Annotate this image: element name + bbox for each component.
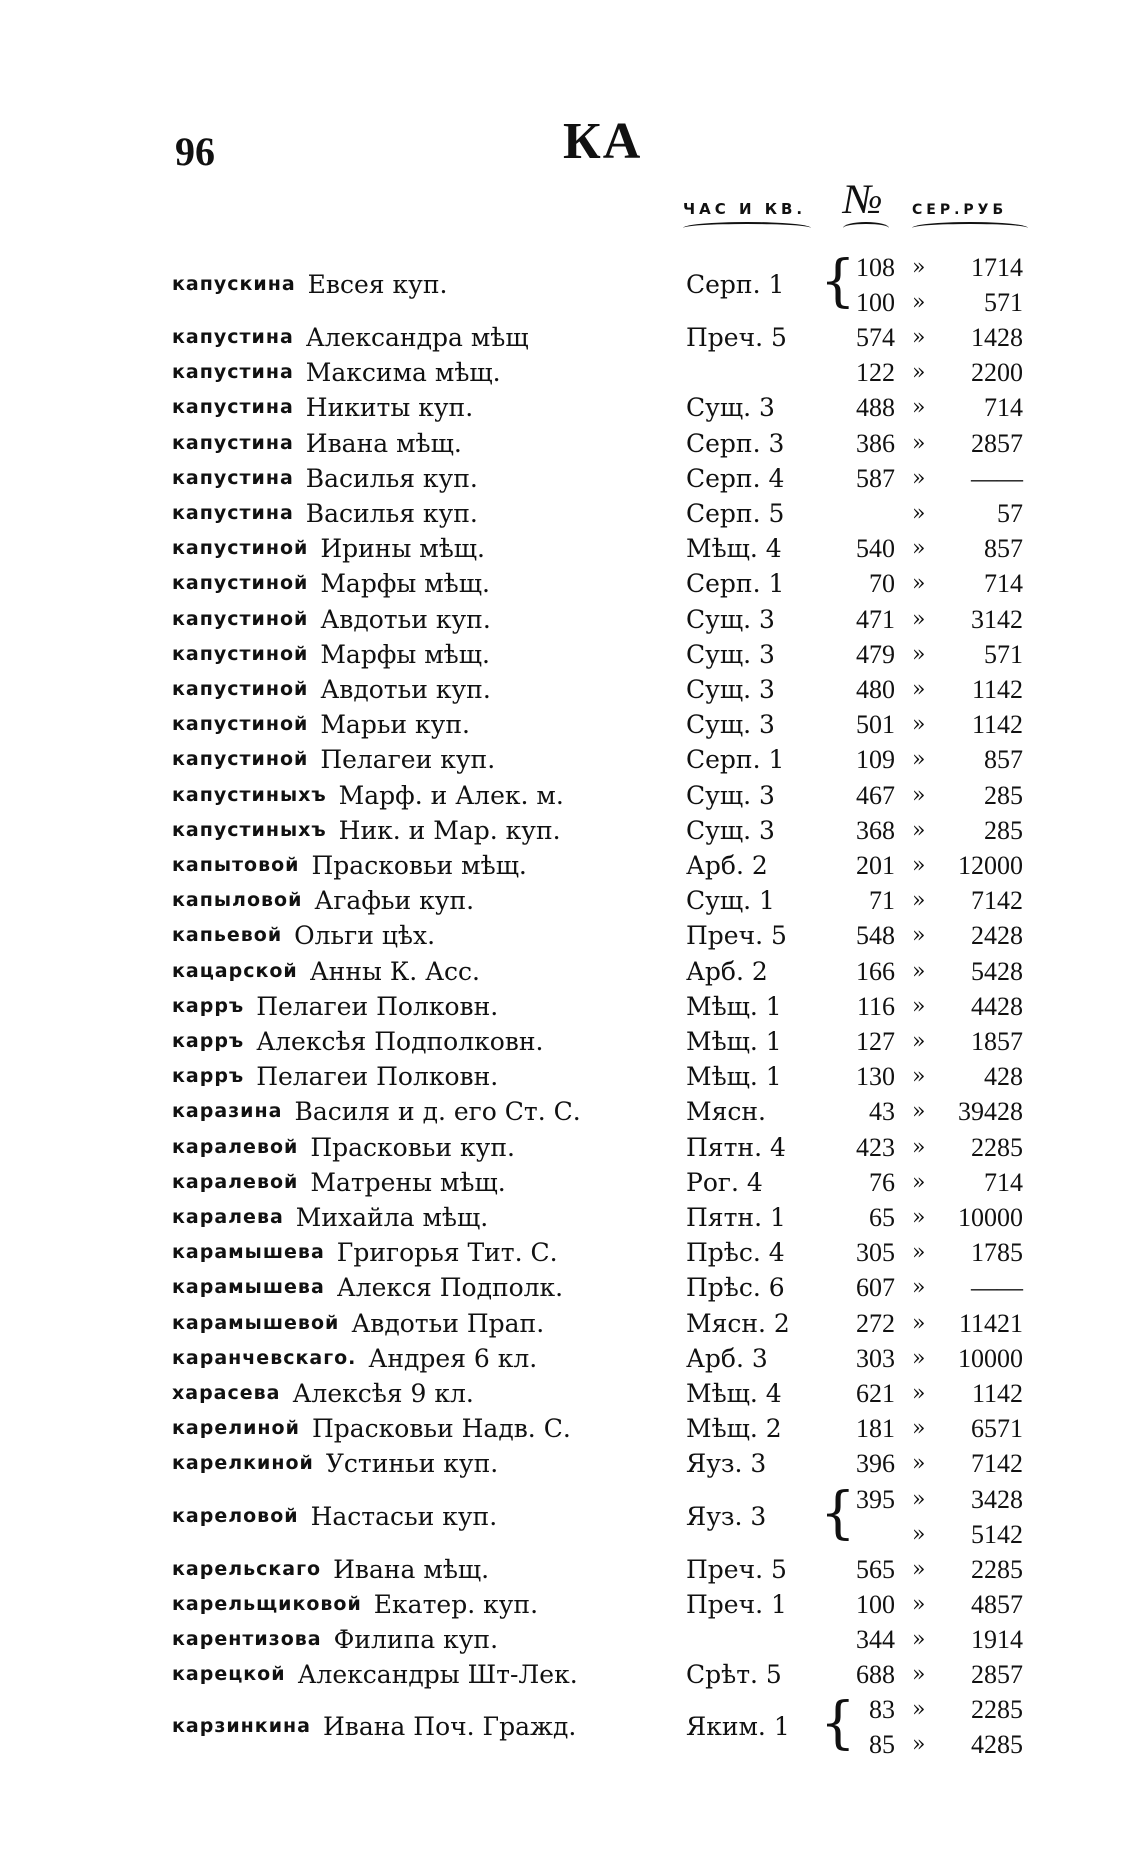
entry-given-name: Прасковьи куп. — [310, 1132, 515, 1162]
entry-house-number: 116 — [856, 991, 895, 1021]
entry-city-part: Яуз. 3 — [686, 1449, 767, 1479]
entry-house-number: 71 — [869, 886, 895, 916]
entry-value-rubles: 285 — [984, 815, 1023, 845]
list-item — [0, 1482, 1140, 1552]
entry-separator: » — [912, 1169, 926, 1195]
entry-value-rubles: 1142 — [971, 1379, 1023, 1408]
entry-separator: » — [912, 1029, 926, 1054]
entry-given-name: Ивана мѣщ. — [333, 1554, 490, 1584]
entry-house-number: 587 — [856, 463, 895, 493]
entry-separator: » — [912, 571, 926, 597]
column-header-part: ЧАС И КВ. — [683, 200, 807, 218]
entry-separator: » — [912, 1486, 926, 1512]
entry-separator: » — [912, 747, 926, 773]
entry-surname: капустиной — [172, 537, 309, 560]
entry-house-number: 386 — [856, 428, 895, 458]
entry-value-rubles: 285 — [984, 780, 1023, 810]
entry-separator: » — [912, 1275, 926, 1301]
entry-house-number: 344 — [856, 1625, 895, 1654]
entry-value-rubles: 7142 — [971, 1449, 1023, 1479]
list-item — [0, 1657, 1140, 1692]
entry-given-name: Марфы мѣщ. — [320, 639, 490, 669]
list-item — [0, 1376, 1140, 1411]
entry-city-part: Серп. 5 — [686, 499, 785, 528]
list-item — [0, 848, 1140, 883]
entry-value-rubles: 3142 — [971, 604, 1023, 634]
entry-city-part: Преч. 5 — [686, 921, 787, 951]
entry-given-name: Александры Шт-Лек. — [297, 1660, 578, 1690]
entry-surname: кареловой — [172, 1504, 299, 1527]
entry-separator: » — [912, 923, 926, 949]
entry-surname: харасева — [172, 1382, 281, 1404]
entry-city-part: Серп. 1 — [686, 569, 785, 599]
list-item — [0, 531, 1140, 566]
entry-surname: капустина — [172, 466, 294, 489]
entry-separator: » — [912, 1134, 926, 1160]
entry-surname: карельскаго — [172, 1557, 322, 1580]
entry-house-number: 548 — [856, 921, 895, 951]
entry-separator: » — [912, 641, 926, 667]
entry-separator: » — [912, 1627, 926, 1652]
entry-value-rubles: 4428 — [971, 991, 1023, 1021]
entry-separator: » — [912, 465, 926, 491]
entry-given-name: Прасковьи Надв. С. — [311, 1414, 571, 1444]
entry-city-part: Сущ. 1 — [686, 886, 775, 916]
entry-surname: капустина — [172, 361, 294, 384]
brace-icon: { — [820, 249, 856, 314]
entry-city-part: Пятн. 1 — [686, 1203, 786, 1232]
entry-given-name: Матрены мѣщ. — [310, 1167, 506, 1197]
entry-city-part: Преч. 1 — [686, 1589, 787, 1619]
entry-house-number: 501 — [856, 710, 895, 740]
list-item — [0, 1587, 1140, 1622]
entry-city-part: Серп. 1 — [686, 745, 785, 775]
list-item — [0, 742, 1140, 777]
entry-surname: капытовой — [172, 854, 300, 876]
list-item — [0, 637, 1140, 672]
entry-value-rubles: 2200 — [971, 358, 1023, 388]
entry-given-name: Алекся Подполк. — [336, 1273, 564, 1303]
entry-surname: капустина — [172, 431, 294, 454]
entry-value-rubles: —— — [971, 463, 1023, 493]
entry-surname: капустина — [172, 396, 294, 419]
entry-house-number: 565 — [856, 1554, 895, 1584]
list-item — [0, 989, 1140, 1024]
entry-separator: » — [912, 888, 926, 914]
entry-given-name: Михайла мѣщ. — [295, 1203, 489, 1232]
entry-value-rubles: 11421 — [958, 1308, 1023, 1338]
entry-given-name: Устиньи куп. — [325, 1449, 499, 1479]
entry-surname: карамышева — [172, 1241, 325, 1264]
entry-house-number: 108 — [856, 253, 895, 282]
entry-separator: » — [912, 1591, 926, 1617]
column-brace — [843, 222, 889, 234]
entry-given-name: Никиты куп. — [305, 393, 474, 423]
list-item — [0, 1552, 1140, 1587]
entry-surname: карелкиной — [172, 1452, 314, 1475]
entry-given-name: Марф. и Алек. м. — [338, 780, 564, 810]
entry-value-rubles: 1914 — [971, 1625, 1023, 1654]
entry-given-name: Александра мѣщ — [305, 323, 529, 352]
entry-surname: кацарской — [172, 959, 298, 982]
entry-value-rubles: 7142 — [971, 886, 1023, 916]
entry-surname: карръ — [172, 994, 245, 1017]
entry-given-name: Авдотьи куп. — [320, 675, 491, 704]
entry-city-part: Мѣщ. 4 — [686, 1379, 782, 1408]
entry-surname: каралева — [172, 1206, 284, 1228]
entry-given-name: Агафьи куп. — [314, 886, 475, 916]
entry-given-name: Авдотьи куп. — [320, 604, 491, 634]
list-item — [0, 355, 1140, 390]
entry-separator: » — [912, 255, 926, 280]
entry-surname: капустиныхъ — [172, 783, 327, 806]
entry-surname: капускина — [172, 273, 296, 295]
entry-surname: капустиныхъ — [172, 818, 327, 841]
list-item — [0, 918, 1140, 953]
entry-city-part: Мѣщ. 2 — [686, 1414, 782, 1444]
entry-separator: » — [912, 395, 926, 421]
entry-surname: капустиной — [172, 572, 309, 595]
entry-house-number: 480 — [856, 675, 895, 704]
entry-house-number: 201 — [856, 851, 895, 880]
list-item — [0, 1411, 1140, 1446]
list-item — [0, 883, 1140, 918]
list-item — [0, 602, 1140, 637]
list-item — [0, 496, 1140, 531]
entry-separator: » — [912, 1556, 926, 1582]
entry-surname: карзинкина — [172, 1715, 311, 1738]
entry-given-name: Ивана Поч. Гражд. — [322, 1712, 577, 1742]
entry-value-rubles: 857 — [984, 745, 1023, 775]
entry-house-number: 127 — [856, 1027, 895, 1056]
entry-value-rubles: 571 — [984, 288, 1023, 317]
list-item — [0, 1235, 1140, 1270]
entry-separator: » — [912, 1381, 926, 1406]
entry-city-part: Сущ. 3 — [686, 780, 775, 810]
entry-city-part: Рог. 4 — [686, 1167, 763, 1197]
entry-city-part: Серп. 4 — [686, 463, 785, 493]
entry-house-number: 109 — [856, 745, 895, 775]
list-item — [0, 1024, 1140, 1059]
entry-city-part: Серп. 3 — [686, 428, 785, 458]
entry-surname: капустина — [172, 326, 294, 348]
entry-separator: » — [912, 853, 926, 878]
entry-city-part: Яуз. 3 — [686, 1501, 767, 1531]
entry-given-name: Марьи куп. — [320, 710, 470, 740]
entry-given-name: Ник. и Мар. куп. — [338, 815, 561, 845]
entry-value-rubles: 428 — [984, 1062, 1023, 1092]
entry-value-rubles: 1142 — [971, 710, 1023, 740]
entry-house-number: 83 — [869, 1695, 895, 1725]
entry-separator: » — [912, 782, 926, 808]
entry-house-number: 621 — [856, 1379, 895, 1408]
entry-surname: капустиной — [172, 748, 309, 771]
entry-surname: карелиной — [172, 1417, 300, 1440]
entry-value-rubles: 2428 — [971, 921, 1023, 951]
list-item — [0, 954, 1140, 989]
entry-surname: карамышева — [172, 1276, 325, 1299]
entry-value-rubles: 714 — [984, 393, 1023, 423]
entry-surname: каранчевскаго. — [172, 1346, 357, 1369]
entry-value-rubles: 714 — [984, 569, 1023, 599]
entry-given-name: Екатер. куп. — [373, 1589, 539, 1619]
entry-house-number: 100 — [856, 288, 895, 317]
entry-given-name: Максима мѣщ. — [305, 358, 501, 388]
entry-separator: » — [912, 1521, 926, 1547]
entry-city-part: Сущ. 3 — [686, 815, 775, 845]
entry-separator: » — [912, 677, 926, 702]
entry-house-number: 396 — [856, 1449, 895, 1479]
entry-value-rubles: 4285 — [971, 1730, 1023, 1760]
list-item — [0, 707, 1140, 742]
list-item — [0, 1165, 1140, 1200]
column-headers — [0, 177, 1140, 242]
column-brace — [912, 222, 1028, 234]
list-item — [0, 1200, 1140, 1235]
entry-city-part: Преч. 5 — [686, 323, 787, 352]
entry-value-rubles: 1714 — [971, 253, 1023, 282]
entry-house-number: 488 — [856, 393, 895, 423]
entry-city-part: Мясн. — [686, 1097, 766, 1127]
entry-given-name: Настасьи куп. — [310, 1501, 498, 1531]
entry-city-part: Мѣщ. 1 — [686, 1027, 782, 1056]
entry-given-name: Василья куп. — [305, 463, 478, 493]
entry-separator: » — [912, 958, 926, 984]
list-item — [0, 1059, 1140, 1094]
entry-surname: капустиной — [172, 607, 309, 630]
entry-given-name: Анны К. Асс. — [309, 956, 480, 986]
entry-city-part: Срѣт. 5 — [686, 1660, 782, 1690]
entry-separator: » — [912, 606, 926, 632]
entry-value-rubles: 3428 — [971, 1484, 1023, 1514]
entry-value-rubles: 571 — [984, 639, 1023, 669]
entry-separator: » — [912, 536, 926, 562]
entry-given-name: Пелагеи Полковн. — [256, 1062, 499, 1092]
entry-given-name: Григорья Тит. С. — [336, 1238, 558, 1268]
entry-separator: » — [912, 1697, 926, 1723]
entry-value-rubles: 2857 — [971, 428, 1023, 458]
entry-given-name: Филипа куп. — [333, 1625, 499, 1654]
list-item — [0, 1446, 1140, 1481]
entry-given-name: Алексѣя Подполковн. — [256, 1027, 544, 1056]
entry-city-part: Мѣщ. 1 — [686, 991, 782, 1021]
entry-given-name: Пелагеи куп. — [320, 745, 496, 775]
entry-house-number: 479 — [856, 639, 895, 669]
list-item — [0, 672, 1140, 707]
list-item — [0, 1094, 1140, 1129]
brace-icon: { — [820, 1691, 856, 1757]
entry-surname: капустина — [172, 502, 294, 524]
entry-surname: карентизова — [172, 1628, 322, 1650]
list-item — [0, 813, 1140, 848]
entry-city-part: Прѣс. 6 — [686, 1273, 785, 1303]
column-header-number: № — [843, 177, 883, 223]
brace-icon: { — [820, 1480, 856, 1546]
entry-value-rubles: 10000 — [958, 1203, 1023, 1232]
entry-surname: карръ — [172, 1065, 245, 1088]
entry-city-part: Сущ. 3 — [686, 639, 775, 669]
entry-separator: » — [912, 1310, 926, 1336]
entry-house-number: 130 — [856, 1062, 895, 1092]
entry-surname: капустиной — [172, 678, 309, 700]
list-item — [0, 390, 1140, 425]
entry-surname: капьевой — [172, 924, 283, 947]
column-header-rubles: СЕР.РУБ — [912, 202, 1008, 218]
entry-city-part: Преч. 5 — [686, 1554, 787, 1584]
entry-separator: » — [912, 1099, 926, 1125]
entry-surname: капыловой — [172, 889, 303, 912]
entry-given-name: Андрея 6 кл. — [368, 1343, 538, 1373]
entry-given-name: Ирины мѣщ. — [320, 534, 485, 564]
list-item — [0, 566, 1140, 601]
entry-value-rubles: 1785 — [971, 1238, 1023, 1268]
entry-house-number: 100 — [856, 1589, 895, 1619]
entry-city-part: Сущ. 3 — [686, 675, 775, 704]
entry-given-name: Ольги цѣх. — [294, 921, 436, 951]
entry-surname: капустиной — [172, 713, 309, 736]
entry-house-number: 395 — [856, 1484, 895, 1514]
entry-separator: » — [912, 1732, 926, 1758]
entry-separator: » — [912, 360, 926, 386]
entry-house-number: 76 — [869, 1167, 895, 1197]
list-item — [0, 1341, 1140, 1376]
entry-separator: » — [912, 993, 926, 1019]
entry-surname: каралевой — [172, 1135, 299, 1158]
entry-house-number: 43 — [869, 1097, 895, 1127]
list-item — [0, 1692, 1140, 1762]
entry-given-name: Марфы мѣщ. — [320, 569, 490, 599]
entry-city-part: Пятн. 4 — [686, 1132, 786, 1162]
entry-given-name: Ивана мѣщ. — [305, 428, 462, 458]
entry-separator: » — [912, 1451, 926, 1477]
entry-separator: » — [912, 1064, 926, 1090]
entry-given-name: Авдотьи Прап. — [351, 1308, 545, 1338]
list-item — [0, 1306, 1140, 1341]
entry-house-number: 272 — [856, 1308, 895, 1338]
entry-separator: » — [912, 1416, 926, 1442]
entry-value-rubles: 1857 — [971, 1027, 1023, 1056]
entry-house-number: 85 — [869, 1730, 895, 1760]
entry-city-part: Прѣс. 4 — [686, 1238, 785, 1268]
entry-value-rubles: 2285 — [971, 1554, 1023, 1584]
entry-surname: карръ — [172, 1030, 245, 1052]
entry-separator: » — [912, 325, 926, 350]
entry-house-number: 688 — [856, 1660, 895, 1690]
entry-value-rubles: 6571 — [971, 1414, 1023, 1444]
list-item — [0, 1270, 1140, 1305]
entry-separator: » — [912, 1205, 926, 1230]
entry-value-rubles: 57 — [997, 499, 1023, 528]
entry-house-number: 166 — [856, 956, 895, 986]
entry-house-number: 368 — [856, 815, 895, 845]
entry-surname: карецкой — [172, 1663, 286, 1686]
entry-value-rubles: 5142 — [971, 1519, 1023, 1549]
entry-house-number: 471 — [856, 604, 895, 634]
entry-value-rubles: 857 — [984, 534, 1023, 564]
list-item — [0, 1130, 1140, 1165]
entry-city-part: Яким. 1 — [686, 1712, 790, 1742]
entry-city-part: Арб. 2 — [686, 851, 768, 880]
entry-house-number: 423 — [856, 1132, 895, 1162]
entry-value-rubles: 12000 — [958, 851, 1023, 880]
entry-separator: » — [912, 1662, 926, 1688]
column-brace — [683, 222, 811, 234]
entry-city-part: Сущ. 3 — [686, 604, 775, 634]
entry-given-name: Василья куп. — [305, 499, 478, 528]
entry-value-rubles: 1142 — [971, 675, 1023, 704]
list-item — [0, 320, 1140, 355]
entry-value-rubles: 714 — [984, 1167, 1023, 1197]
entry-value-rubles: 2285 — [971, 1695, 1023, 1725]
page-number: 96 — [175, 129, 215, 174]
list-item — [0, 778, 1140, 813]
entry-house-number: 181 — [856, 1414, 895, 1444]
entry-given-name: Василя и д. его Ст. С. — [294, 1097, 581, 1127]
list-item — [0, 461, 1140, 496]
entry-house-number: 607 — [856, 1273, 895, 1303]
entry-value-rubles: 39428 — [958, 1097, 1023, 1127]
entry-city-part: Арб. 2 — [686, 956, 768, 986]
entry-value-rubles: 5428 — [971, 956, 1023, 986]
running-head: КА — [563, 113, 643, 170]
entry-city-part: Сущ. 3 — [686, 710, 775, 740]
entry-separator: » — [912, 290, 926, 315]
list-item — [0, 1622, 1140, 1657]
entry-given-name: Алексѣя 9 кл. — [292, 1379, 474, 1408]
entry-city-part: Мясн. 2 — [686, 1308, 790, 1338]
entry-house-number: 540 — [856, 534, 895, 564]
entry-separator: » — [912, 430, 926, 456]
entry-house-number: 303 — [856, 1343, 895, 1373]
entry-surname: капустиной — [172, 642, 309, 665]
entry-value-rubles: 4857 — [971, 1589, 1023, 1619]
entry-city-part: Серп. 1 — [686, 270, 785, 299]
entry-surname: карамышевой — [172, 1311, 340, 1334]
entry-house-number: 70 — [869, 569, 895, 599]
entry-value-rubles: 10000 — [958, 1343, 1023, 1373]
entry-separator: » — [912, 1240, 926, 1266]
entry-city-part: Сущ. 3 — [686, 393, 775, 423]
entry-house-number: 467 — [856, 780, 895, 810]
entry-surname: каралевой — [172, 1170, 299, 1193]
entry-house-number: 574 — [856, 323, 895, 352]
entry-given-name: Прасковьи мѣщ. — [311, 851, 527, 880]
entry-city-part: Арб. 3 — [686, 1343, 768, 1373]
entry-separator: » — [912, 501, 926, 526]
list-item — [0, 426, 1140, 461]
entry-surname: карельщиковой — [172, 1592, 362, 1615]
entry-value-rubles: —— — [971, 1273, 1023, 1303]
entry-surname: каразина — [172, 1100, 283, 1123]
entry-separator: » — [912, 712, 926, 738]
entry-value-rubles: 2285 — [971, 1132, 1023, 1162]
entry-separator: » — [912, 1345, 926, 1371]
entry-city-part: Мѣщ. 1 — [686, 1062, 782, 1092]
entry-given-name: Евсея куп. — [307, 270, 448, 299]
entry-value-rubles: 1428 — [971, 323, 1023, 352]
entry-city-part: Мѣщ. 4 — [686, 534, 782, 564]
entry-given-name: Пелагеи Полковн. — [256, 991, 499, 1021]
entry-house-number: 65 — [869, 1203, 895, 1232]
entry-house-number: 122 — [856, 358, 895, 388]
entry-separator: » — [912, 817, 926, 843]
entry-value-rubles: 2857 — [971, 1660, 1023, 1690]
entry-house-number: 305 — [856, 1238, 895, 1268]
list-item — [0, 250, 1140, 320]
